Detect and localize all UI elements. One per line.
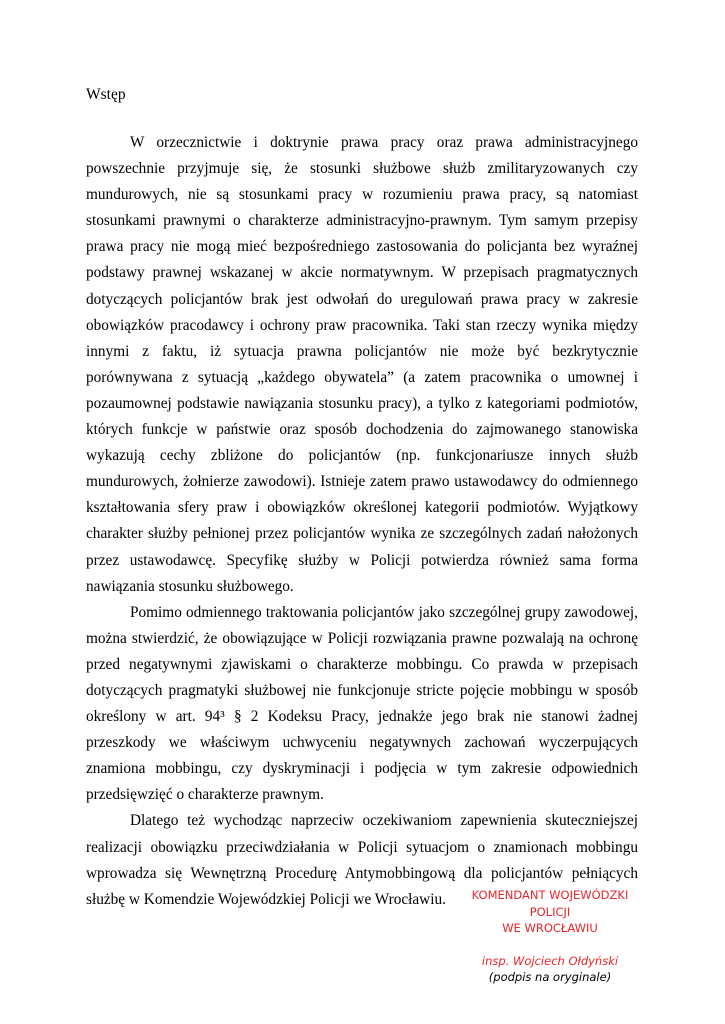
signature-title-line-3: WE WROCŁAWIU — [502, 921, 598, 935]
paragraph-2: Pomimo odmiennego traktowania policjantów jako szczególnej grupy zawodowej, można stwierdzić, że obowiązujące w Policji rozwiązania prawne pozwalają na ochronę przed negatywnymi zjawiskami o charakterze mobbingu. Co prawda w przepisach dotyczących pragmatyki służbowej nie funkcjonuje stricte pojęcie mobbingu w sposób określony w art. 94³ § 2 Kodeksu Pracy, jednakże jego brak nie stanowi żadnej przeszkody we właściwym uchwyceniu negatywnych zachowań wyczerpujących znamiona mobbingu, czy dyskryminacji i podjęcia w tym zakresie odpowiednich przedsięwzięć o charakterze prawnym. — [86, 603, 638, 804]
paragraph-3: Dlatego też wychodząc naprzeciw oczekiwaniom zapewnienia skuteczniejszej realizacji obowiązku przeciwdziałania w Policji sytuacjom o znamionach mobbingu wprowadza się Wewnętrzną Procedurę Antymobbingową dla policjantów pełniących służbę w Komendzie Wojewódzkiej Policji we Wrocławiu. — [86, 812, 638, 908]
signatory-name: insp. Wojciech Ołdyński — [481, 953, 619, 968]
signature-block — [430, 887, 670, 986]
signature-title-line-2: POLICJI — [529, 904, 571, 919]
section-heading: Wstęp — [86, 86, 126, 103]
signature-title-line-1: KOMENDANT WOJEWÓDZKI — [471, 888, 629, 902]
document-body — [86, 130, 638, 913]
signature-note: (podpis na oryginale) — [488, 970, 612, 984]
paragraph-1: W orzecznictwie i doktrynie prawa pracy oraz prawa administracyjnego powszechnie przyjmuje się, że stosunki służbowe służb zmilitaryzowanych czy mundurowych, nie są stosunkami pracy w rozumieniu prawa pracy, są natomiast stosunkami prawnymi o charakterze administracyjno-prawnym. Tym samym przepisy prawa pracy nie mogą mieć bezpośredniego zastosowania do policjanta bez wyraźnej podstawy prawnej wskazanej w akcie normatywnym. W przepisach pragmatycznych dotyczących policjantów brak jest odwołań do uregulowań prawa pracy w zakresie obowiązków pracodawcy i ochrony praw pracownika. Taki stan rzeczy wynika między innymi z faktu, iż sytuacja prawna policjantów nie może być bezkrytycznie porównywana z sytuacją „każdego obywatela” (a zatem pracownika o umownej i pozaumownej podstawie nawiązania stosunku pracy), a tylko z kategoriami podmiotów, których funkcje w państwie oraz sposób dochodzenia do zajmowanego stanowiska wykazują cechy zbliżone do policjantów (np. funkcjonariusze innych służb mundurowych, żołnierze zawodowi). Istnieje zatem prawo ustawodawcy do odmiennego kształtowania sfery praw i obowiązków określonej kategorii podmiotów. Wyjątkowy charakter służby pełnionej przez policjantów wynika ze szczególnych zadań nałożonych przez ustawodawcę. Specyfikę służby w Policji potwierdza również sama forma nawiązania stosunku służbowego. — [86, 134, 638, 595]
